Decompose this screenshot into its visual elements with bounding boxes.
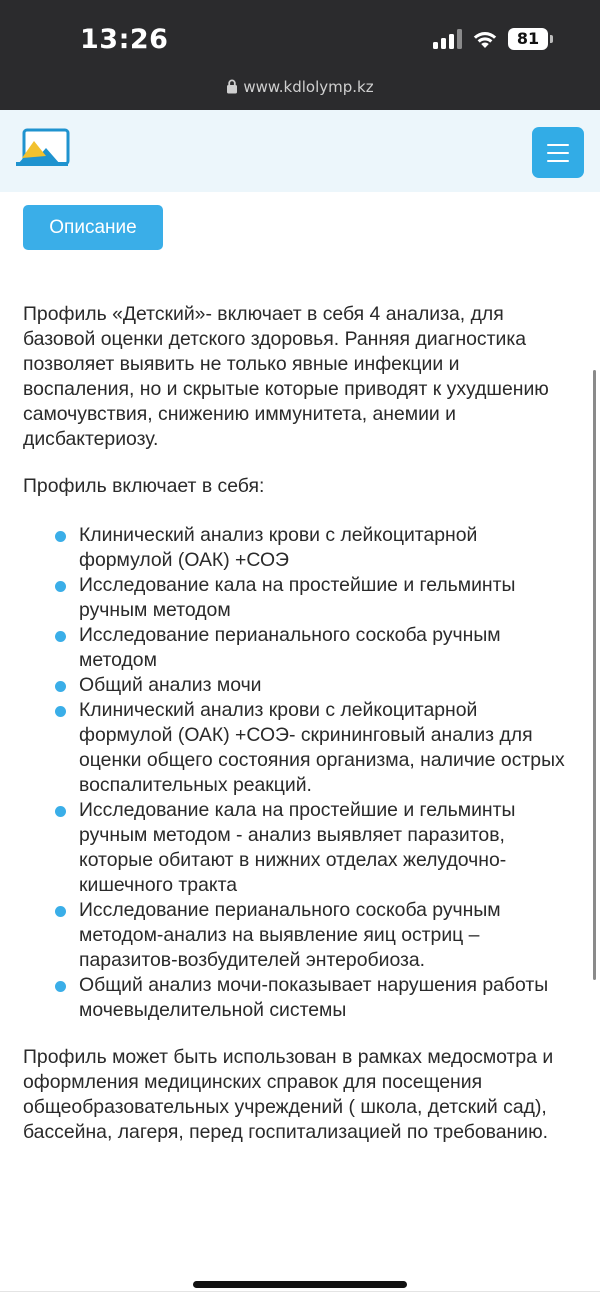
product-description: [23, 302, 575, 1145]
includes-label: Профиль включает в себя:: [23, 475, 265, 497]
bullet-icon: [55, 581, 66, 592]
intro-paragraph: Профиль «Детский»- включает в себя 4 анализа, для базовой оценки детского здоровья. Ранняя диагностика позволяет выявить не только явные инфекции и воспаления, но и скрытые которые приводят к ухудшению самочувствия, снижению иммунитета, анемии и дисбактериозу.: [23, 303, 549, 450]
site-logo[interactable]: [16, 128, 70, 173]
list-item: Исследование кала на простейшие и гельминты ручным методом - анализ выявляет паразитов, которые обитают в нижних отделах желудочно-кишечного тракта: [79, 798, 575, 898]
site-header: [0, 110, 600, 192]
signal-icon: [433, 29, 462, 49]
hamburger-icon: [547, 160, 569, 162]
bullet-icon: [55, 906, 66, 917]
status-time: 13:26: [80, 24, 169, 55]
home-indicator[interactable]: [193, 1281, 407, 1288]
scrollbar[interactable]: [593, 370, 596, 980]
list-item: Исследование кала на простейшие и гельминты ручным методом: [79, 573, 575, 623]
list-item: Клинический анализ крови с лейкоцитарной формулой (ОАК) +СОЭ: [79, 523, 575, 573]
bullet-icon: [55, 806, 66, 817]
url-text: www.kdlolymp.kz: [243, 78, 374, 96]
divider: [0, 1291, 600, 1292]
hamburger-icon: [547, 152, 569, 154]
bullet-icon: [55, 531, 66, 542]
bullet-icon: [55, 981, 66, 992]
bullet-icon: [55, 681, 66, 692]
logo-icon: [16, 128, 70, 168]
lock-icon: [226, 79, 238, 94]
list-item: Клинический анализ крови с лейкоцитарной формулой (ОАК) +СОЭ- скрининговый анализ для оценки общего состояния организма, наличие острых воспалительных реакций.: [79, 698, 575, 798]
bullet-icon: [55, 631, 66, 642]
analysis-list: [23, 523, 575, 1023]
bullet-icon: [55, 706, 66, 717]
list-item: Исследование перианального соскоба ручным методом-анализ на выявление яиц остриц – паразитов-возбудителей энтеробиоза.: [79, 898, 575, 973]
list-item: Общий анализ мочи: [79, 673, 575, 698]
battery-icon: 81: [508, 28, 548, 50]
address-bar[interactable]: [0, 78, 600, 96]
list-item: Исследование перианального соскоба ручным методом: [79, 623, 575, 673]
wifi-icon: [472, 29, 498, 49]
hamburger-icon: [547, 144, 569, 146]
status-bar: [0, 0, 600, 110]
list-item: Общий анализ мочи-показывает нарушения работы мочевыделительной системы: [79, 973, 575, 1023]
tab-description[interactable]: Описание: [23, 205, 163, 250]
status-icons: [433, 28, 548, 50]
menu-button[interactable]: [532, 127, 584, 178]
outro-paragraph: Профиль может быть использован в рамках медосмотра и оформления медицинских справок для посещения общеобразовательных учреждений ( школа, детский сад), бассейна, лагеря, перед госпитализацией по требованию.: [23, 1046, 554, 1143]
